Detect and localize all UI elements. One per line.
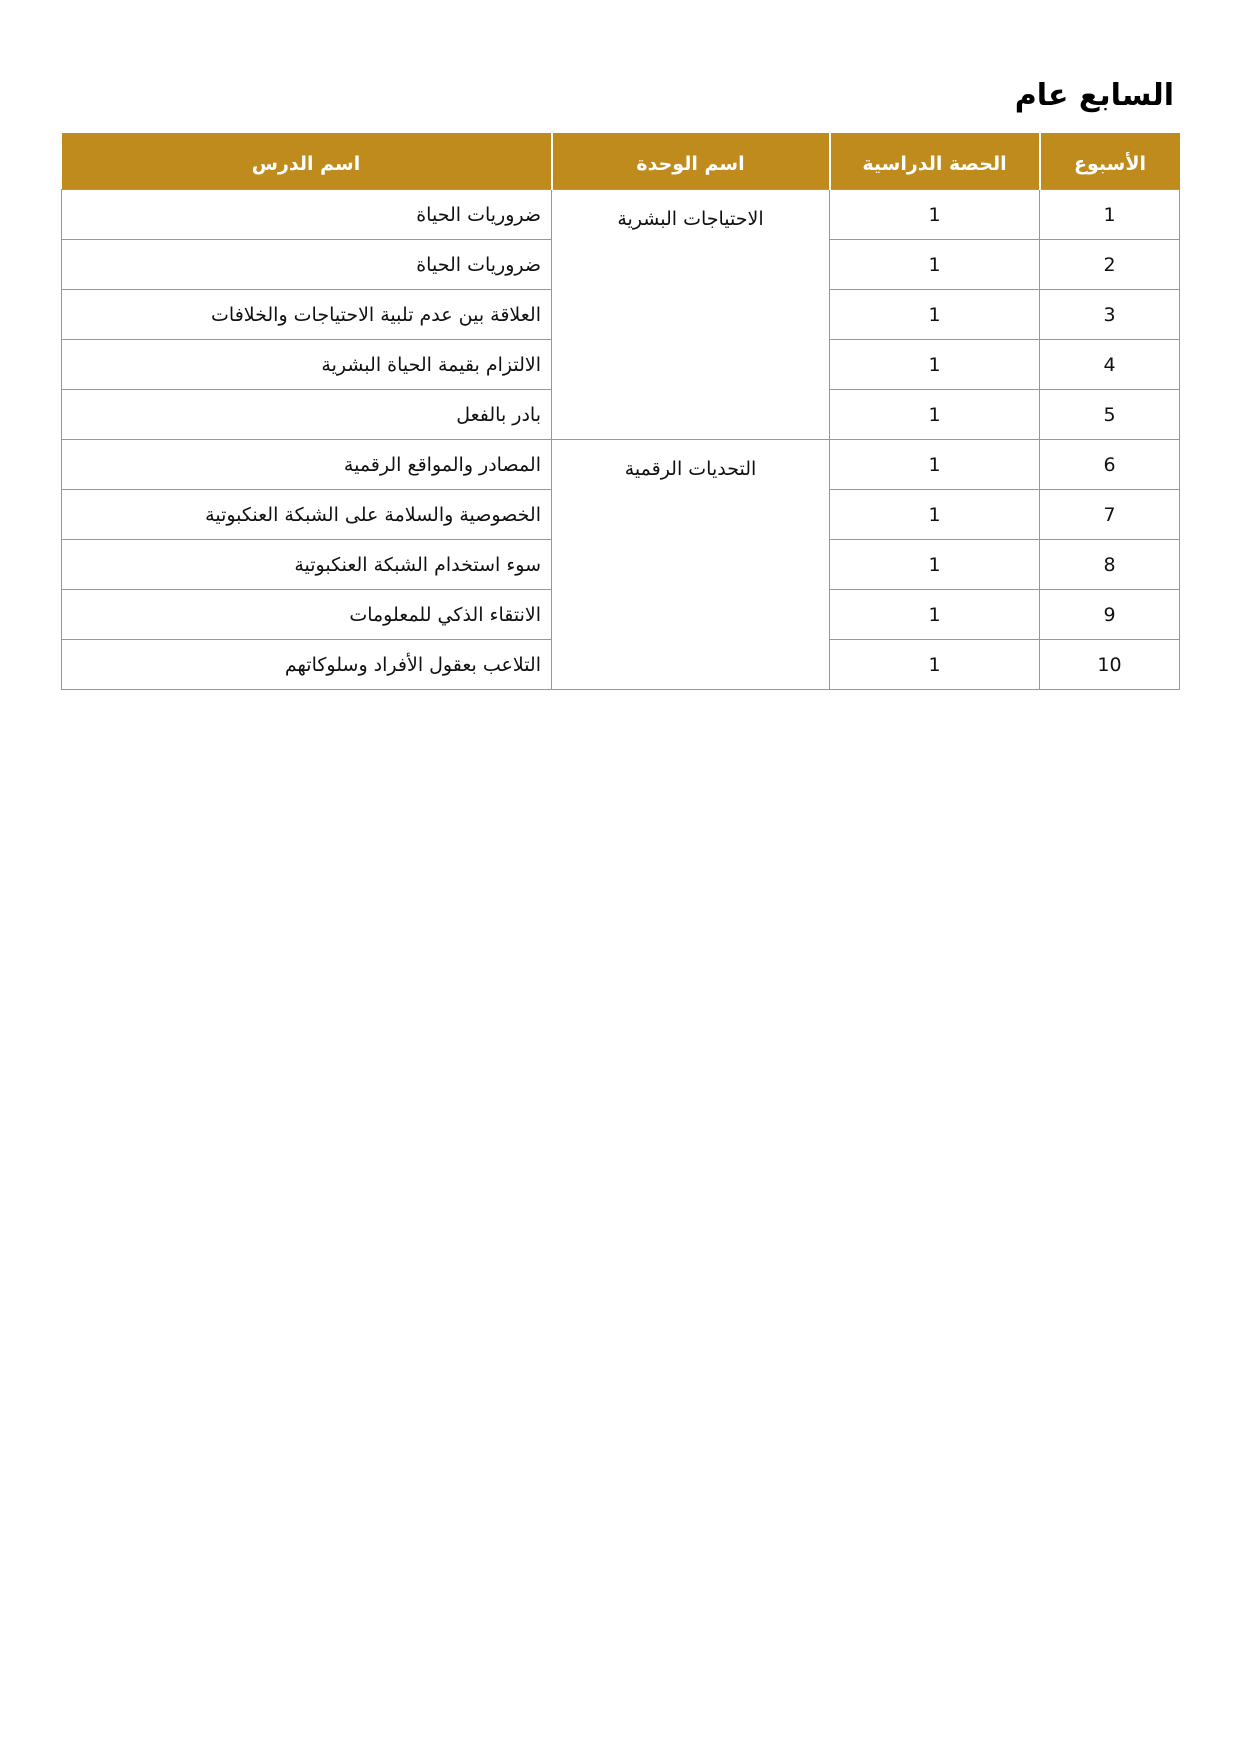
- lesson-cell: الانتقاء الذكي للمعلومات: [62, 590, 552, 640]
- page-title: السابع عام: [1014, 78, 1174, 113]
- lesson-cell: ضروريات الحياة: [62, 240, 552, 290]
- table-header-row: [62, 133, 1180, 190]
- week-cell: 9: [1040, 590, 1180, 640]
- lesson-cell: الالتزام بقيمة الحياة البشرية: [62, 340, 552, 390]
- session-cell: 1: [830, 440, 1040, 490]
- header-unit: اسم الوحدة: [552, 133, 830, 190]
- session-cell: 1: [830, 590, 1040, 640]
- table-row: [62, 190, 1180, 240]
- unit-cell: التحديات الرقمية: [552, 440, 830, 690]
- week-cell: 5: [1040, 390, 1180, 440]
- lesson-cell: الخصوصية والسلامة على الشبكة العنكبوتية: [62, 490, 552, 540]
- session-cell: 1: [830, 640, 1040, 690]
- header-lesson: اسم الدرس: [62, 133, 552, 190]
- session-cell: 1: [830, 540, 1040, 590]
- week-cell: 2: [1040, 240, 1180, 290]
- header-week: الأسبوع: [1040, 133, 1180, 190]
- lesson-cell: ضروريات الحياة: [62, 190, 552, 240]
- week-cell: 7: [1040, 490, 1180, 540]
- lesson-cell: بادر بالفعل: [62, 390, 552, 440]
- week-cell: 10: [1040, 640, 1180, 690]
- table-row: [62, 440, 1180, 490]
- session-cell: 1: [830, 340, 1040, 390]
- session-cell: 1: [830, 290, 1040, 340]
- session-cell: 1: [830, 240, 1040, 290]
- week-cell: 4: [1040, 340, 1180, 390]
- header-session: الحصة الدراسية: [830, 133, 1040, 190]
- week-cell: 6: [1040, 440, 1180, 490]
- lesson-cell: العلاقة بين عدم تلبية الاحتياجات والخلافات: [62, 290, 552, 340]
- session-cell: 1: [830, 390, 1040, 440]
- session-cell: 1: [830, 490, 1040, 540]
- week-cell: 3: [1040, 290, 1180, 340]
- lesson-plan-table: [61, 133, 1180, 690]
- unit-cell: الاحتياجات البشرية: [552, 190, 830, 440]
- session-cell: 1: [830, 190, 1040, 240]
- week-cell: 1: [1040, 190, 1180, 240]
- lesson-cell: سوء استخدام الشبكة العنكبوتية: [62, 540, 552, 590]
- week-cell: 8: [1040, 540, 1180, 590]
- lesson-cell: المصادر والمواقع الرقمية: [62, 440, 552, 490]
- lesson-cell: التلاعب بعقول الأفراد وسلوكاتهم: [62, 640, 552, 690]
